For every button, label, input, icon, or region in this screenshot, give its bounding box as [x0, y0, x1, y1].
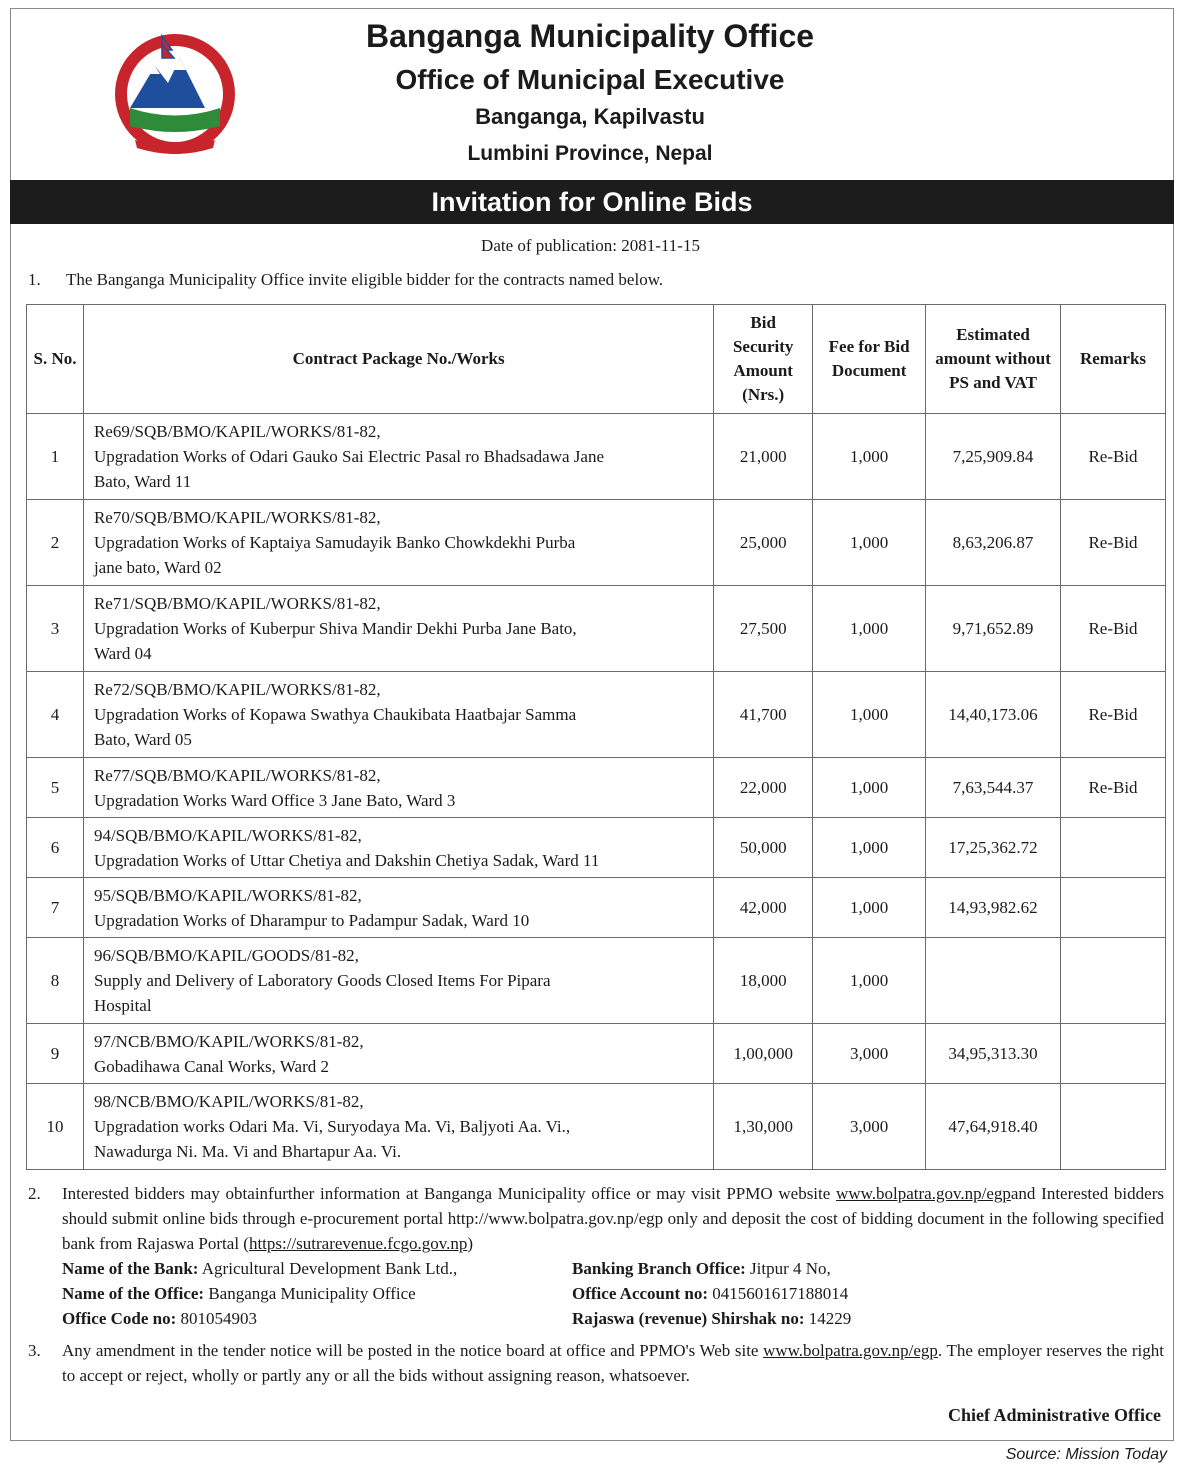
note-2-text-c: )	[467, 1234, 474, 1253]
cell-fee: 1,000	[813, 414, 926, 500]
cell-sno: 8	[27, 938, 84, 1024]
header-contract: Contract Package No./Works	[83, 305, 713, 414]
cell-security: 42,000	[714, 878, 813, 938]
header-estimate: Estimated amount without PS and VAT	[926, 305, 1061, 414]
notice-banner: Invitation for Online Bids	[10, 180, 1174, 224]
cell-fee: 1,000	[813, 586, 926, 672]
cell-contract	[83, 758, 713, 818]
bank-details-row-3	[28, 1306, 1164, 1331]
cell-contract	[83, 1084, 713, 1170]
ppmo-link[interactable]: www.bolpatra.gov.np/egp	[836, 1184, 1011, 1203]
cell-security: 1,30,000	[714, 1084, 813, 1170]
table-row	[27, 878, 1166, 938]
notes-section	[28, 1181, 1164, 1388]
bank-label: Name of the Bank:	[62, 1259, 199, 1278]
cell-contract	[83, 586, 713, 672]
office-province: Lumbini Province, Nepal	[467, 142, 713, 165]
cell-remarks	[1061, 1084, 1166, 1170]
cell-contract	[83, 672, 713, 758]
office-code-value: 801054903	[180, 1309, 258, 1328]
cell-fee: 1,000	[813, 500, 926, 586]
cell-remarks	[1061, 878, 1166, 938]
cell-estimate	[926, 938, 1061, 1024]
cell-security: 41,700	[714, 672, 813, 758]
bank-value: Agricultural Development Bank Ltd.,	[201, 1259, 458, 1278]
cell-estimate: 9,71,652.89	[926, 586, 1061, 672]
account-label: Office Account no:	[572, 1284, 708, 1303]
publication-date: Date of publication: 2081-11-15	[481, 236, 700, 255]
note-3-text-a: Any amendment in the tender notice will be posted in the notice board at office and PPMO's Web site	[62, 1341, 764, 1360]
contract-line: Upgradation Works of Dharampur to Padampur Sadak, Ward 10	[93, 910, 530, 930]
cell-sno: 6	[27, 818, 84, 878]
contract-line: Ward 04	[93, 644, 152, 663]
contract-line: jane bato, Ward 02	[93, 558, 222, 577]
contract-line: Upgradation Works of Kaptaiya Samudayik Banko Chowkdekhi Purba	[93, 533, 576, 552]
contract-line: Bato, Ward 05	[93, 730, 192, 749]
office-code-label: Office Code no:	[62, 1309, 177, 1328]
table-row	[27, 1024, 1166, 1084]
cell-fee: 1,000	[813, 672, 926, 758]
header-security: Bid Security Amount (Nrs.)	[714, 305, 813, 414]
table-row	[27, 818, 1166, 878]
contract-line: Bato, Ward 11	[93, 472, 192, 491]
note-2	[28, 1181, 1164, 1256]
shirshak-label: Rajaswa (revenue) Shirshak no:	[572, 1309, 805, 1328]
shirshak-value: 14229	[808, 1309, 852, 1328]
header-remarks: Remarks	[1061, 305, 1166, 414]
cell-remarks: Re-Bid	[1061, 500, 1166, 586]
cell-remarks: Re-Bid	[1061, 672, 1166, 758]
bank-details-row-1	[28, 1256, 1164, 1281]
table-row	[27, 500, 1166, 586]
table-row	[27, 938, 1166, 1024]
contract-line: 98/NCB/BMO/KAPIL/WORKS/81-82,	[93, 1092, 364, 1111]
source-credit: Source: Mission Today	[1005, 1446, 1167, 1463]
contract-line: Upgradation Works of Odari Gauko Sai Electric Pasal ro Bhadsadawa Jane	[93, 447, 605, 466]
ppmo-web-link[interactable]: www.bolpatra.gov.np/egp	[763, 1341, 938, 1360]
nepal-emblem-icon	[100, 28, 250, 160]
intro-paragraph	[28, 270, 663, 290]
cell-contract	[83, 878, 713, 938]
cell-contract	[83, 818, 713, 878]
contract-line: Nawadurga Ni. Ma. Vi and Bhartapur Aa. Vi.	[93, 1142, 402, 1161]
cell-estimate: 7,63,544.37	[926, 758, 1061, 818]
cell-fee: 1,000	[813, 758, 926, 818]
office-title: Banganga Municipality Office	[365, 18, 815, 54]
contract-line: 96/SQB/BMO/KAPIL/GOODS/81-82,	[93, 946, 359, 965]
contract-line: Re77/SQB/BMO/KAPIL/WORKS/81-82,	[93, 765, 381, 785]
note-3	[28, 1338, 1164, 1388]
account-value: 0415601617188014	[712, 1284, 849, 1303]
cell-contract	[83, 500, 713, 586]
contract-line: Re70/SQB/BMO/KAPIL/WORKS/81-82,	[93, 508, 381, 527]
table-row	[27, 672, 1166, 758]
cell-remarks	[1061, 938, 1166, 1024]
cell-remarks: Re-Bid	[1061, 586, 1166, 672]
cell-sno: 9	[27, 1024, 84, 1084]
cell-fee: 3,000	[813, 1024, 926, 1084]
header-fee: Fee for Bid Document	[813, 305, 926, 414]
signature: Chief Administrative Office	[948, 1405, 1161, 1425]
cell-contract	[83, 414, 713, 500]
cell-estimate: 34,95,313.30	[926, 1024, 1061, 1084]
contract-line: Upgradation Works of Kopawa Swathya Chaukibata Haatbajar Samma	[93, 705, 577, 724]
office-name-value: Banganga Municipality Office	[208, 1284, 416, 1303]
cell-fee: 3,000	[813, 1084, 926, 1170]
contract-line: 94/SQB/BMO/KAPIL/WORKS/81-82,	[93, 825, 362, 845]
office-location: Banganga, Kapilvastu	[475, 104, 705, 129]
contract-line: 97/NCB/BMO/KAPIL/WORKS/81-82,	[93, 1031, 364, 1051]
cell-estimate: 47,64,918.40	[926, 1084, 1061, 1170]
table-row	[27, 1084, 1166, 1170]
contract-line: Re72/SQB/BMO/KAPIL/WORKS/81-82,	[93, 680, 381, 699]
note-2-text-b: and Interested bidders should submit online bids through e-procurement portal http://www.bolpatra.gov.np/egp only and deposit the cost of bidding document in the following specified bank from Rajaswa Portal (	[62, 1184, 1164, 1253]
bid-table	[26, 304, 1166, 1170]
office-name-label: Name of the Office:	[62, 1284, 205, 1303]
cell-contract	[83, 938, 713, 1024]
contract-line: Upgradation works Odari Ma. Vi, Suryodaya Ma. Vi, Baljyoti Aa. Vi.,	[93, 1117, 571, 1136]
cell-sno: 10	[27, 1084, 84, 1170]
cell-remarks	[1061, 1024, 1166, 1084]
cell-remarks	[1061, 818, 1166, 878]
branch-value: Jitpur 4 No,	[750, 1259, 831, 1278]
contract-line: Upgradation Works Ward Office 3 Jane Bato, Ward 3	[93, 790, 456, 810]
cell-estimate: 14,93,982.62	[926, 878, 1061, 938]
intro-number: 1.	[28, 270, 41, 289]
cell-sno: 2	[27, 500, 84, 586]
cell-security: 18,000	[714, 938, 813, 1024]
cell-security: 1,00,000	[714, 1024, 813, 1084]
cell-security: 21,000	[714, 414, 813, 500]
cell-security: 50,000	[714, 818, 813, 878]
cell-sno: 5	[27, 758, 84, 818]
intro-text: The Banganga Municipality Office invite eligible bidder for the contracts named below.	[65, 270, 664, 289]
cell-fee: 1,000	[813, 818, 926, 878]
cell-sno: 7	[27, 878, 84, 938]
contract-line: Upgradation Works of Kuberpur Shiva Mandir Dekhi Purba Jane Bato,	[93, 619, 577, 638]
cell-security: 25,000	[714, 500, 813, 586]
cell-sno: 4	[27, 672, 84, 758]
office-subtitle: Office of Municipal Executive	[395, 64, 785, 95]
note-2-text-a: Interested bidders may obtainfurther information at Banganga Municipality office or may visit PPMO website	[62, 1184, 837, 1203]
cell-estimate: 14,40,173.06	[926, 672, 1061, 758]
contract-line: Hospital	[93, 996, 152, 1015]
contract-line: Gobadihawa Canal Works, Ward 2	[93, 1056, 330, 1076]
contract-line: Upgradation Works of Uttar Chetiya and Dakshin Chetiya Sadak, Ward 11	[93, 850, 600, 870]
note-3-number: 3.	[28, 1341, 41, 1360]
contract-line: 95/SQB/BMO/KAPIL/WORKS/81-82,	[93, 885, 362, 905]
cell-security: 22,000	[714, 758, 813, 818]
cell-security: 27,500	[714, 586, 813, 672]
table-row	[27, 586, 1166, 672]
note-3-text-b: . The employer reserves the right to accept or reject, wholly or partly any or all the bids without assigning reason, whatsoever.	[62, 1341, 1164, 1385]
cell-sno: 3	[27, 586, 84, 672]
bank-details-row-2	[28, 1281, 1164, 1306]
cell-contract	[83, 1024, 713, 1084]
cell-estimate: 17,25,362.72	[926, 818, 1061, 878]
table-row	[27, 414, 1166, 500]
note-2-number: 2.	[28, 1184, 41, 1203]
rajaswa-link[interactable]: https://sutrarevenue.fcgo.gov.np	[248, 1234, 468, 1253]
contract-line: Re69/SQB/BMO/KAPIL/WORKS/81-82,	[93, 422, 381, 441]
header-sno: S. No.	[27, 305, 84, 414]
cell-fee: 1,000	[813, 878, 926, 938]
cell-estimate: 8,63,206.87	[926, 500, 1061, 586]
bid-table-body	[27, 414, 1166, 1170]
branch-label: Banking Branch Office:	[572, 1259, 746, 1278]
cell-fee: 1,000	[813, 938, 926, 1024]
table-header-row	[27, 305, 1166, 414]
cell-sno: 1	[27, 414, 84, 500]
table-row	[27, 758, 1166, 818]
contract-line: Supply and Delivery of Laboratory Goods Closed Items For Pipara	[93, 971, 551, 990]
cell-estimate: 7,25,909.84	[926, 414, 1061, 500]
contract-line: Re71/SQB/BMO/KAPIL/WORKS/81-82,	[93, 594, 381, 613]
cell-remarks: Re-Bid	[1061, 758, 1166, 818]
cell-remarks: Re-Bid	[1061, 414, 1166, 500]
